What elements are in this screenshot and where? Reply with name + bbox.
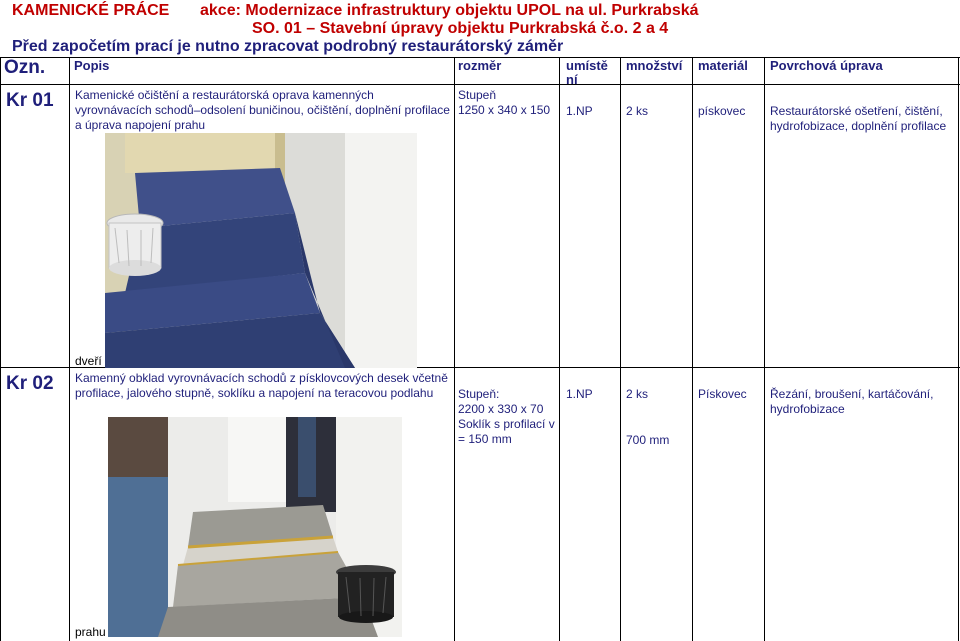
row1-povrch: Restaurátorské ošetření, čištění, hydrofobizace, doplnění profilace [770,104,947,133]
col-mnozstvi: množství [626,58,683,73]
row2-ozn: Kr 02 [6,373,54,394]
photo-terrazzo-steps [108,417,402,637]
row2-umisteni: 1.NP [566,387,593,401]
row2-mnozstvi: 2 ks [626,387,649,401]
col-material: materiál [698,58,748,73]
row1-caption: dveří [75,354,102,368]
items-table [0,57,960,641]
subproject-title: SO. 01 – Stavební úpravy objektu Purkrabská č.o. 2 a 4 [252,20,669,37]
col-popis: Popis [74,58,110,73]
notice-line: Před započetím prací je nutno zpracovat podrobný restaurátorský záměr [12,38,564,55]
row1-material: pískovec [698,104,746,118]
col-umisteni-2: ní [566,72,578,87]
col-umisteni: umístě [566,58,608,73]
row2-popis: Kamenný obklad vyrovnávacích schodů z písklovcových desek včetně profilace, jalového stupně, soklíku a napojení na teracovou podlahu [75,371,448,400]
col-rozmer: rozměr [458,58,502,73]
row1-mnozstvi: 2 ks [626,104,649,118]
row2-mnozstvi-2: 700 mm [626,433,670,447]
row2-povrch: Řezání, broušení, kartáčování, hydrofobizace [770,387,934,416]
row2-material: Pískovec [698,387,747,401]
row1-rozmer: Stupeň 1250 x 340 x 150 [458,88,551,117]
row2-caption: prahu [75,625,106,639]
col-povrch: Povrchová úprava [770,58,883,73]
row1-ozn: Kr 01 [6,90,54,111]
row1-umisteni: 1.NP [566,104,593,118]
project-title: akce: Modernizace infrastruktury objektu UPOL na ul. Purkrabská [200,2,699,19]
col-ozn: Ozn. [4,57,46,78]
row2-rozmer: Stupeň: 2200 x 330 x 70 Soklík s profilací v = 150 mm [458,387,555,446]
photo-carpeted-stairs [105,133,417,368]
doc-title: KAMENICKÉ PRÁCE [12,2,170,19]
row1-popis: Kamenické očištění a restaurátorská oprava kamenných vyrovnávacích schodů–odsolení buničinou, očištění, doplnění profilace a úprava napojení prahu [75,88,450,132]
